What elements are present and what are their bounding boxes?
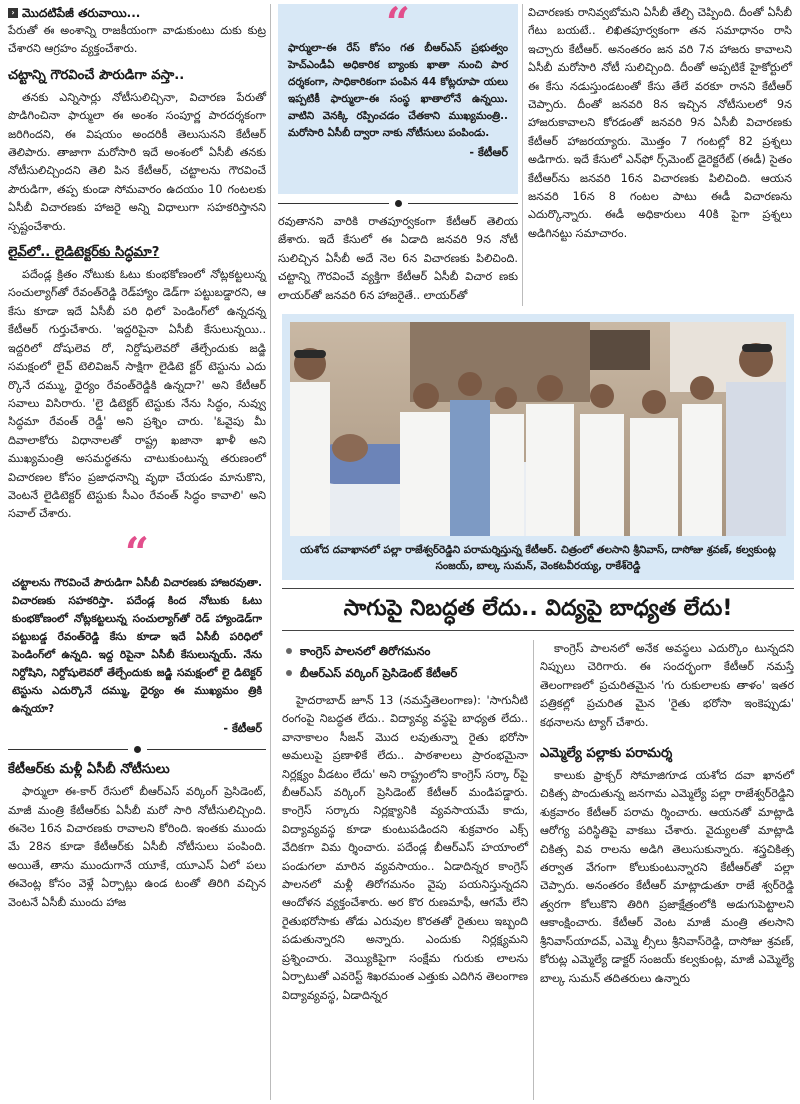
- story-column-2: [540, 640, 794, 990]
- paragraph-acb-notice: ఫార్ములా ఈ-కార్ రేసులో బీఆర్‌ఎస్ వర్కింగ్ ప్రెసిడెంట్, మాజీ మంత్రి కేటీఆర్‌కు ఏసీబీ మరో సారి నోటీసులిచ్చింది. ఈనెల 16న విచారణకు రావాలని కోరింది. ఇంతకు ముందు మే 28న కూడా కేటీఆర్‌కు ఏసీబీ నోటీసులు పంపింది. అయితే, తాను ముందుగానే యూకే, యూఎస్ ఏలో పలు ఈవెంట్ల కోసం వెళ్లే ఏర్పాట్లు ఉండ టంతో తిరిగి వచ్చిన వెంటనే ఏసీబీ ముందు హాజ: [8, 785, 266, 909]
- bullet-item: [282, 640, 528, 662]
- quote-mark-icon: “: [385, 0, 411, 47]
- bullet-text: కాంగ్రెస్ పాలనలో తిరోగమనం: [300, 644, 431, 658]
- photo-block: [282, 314, 794, 580]
- bullet-item: [282, 662, 528, 684]
- bullet-text: బీఆర్‌ఎస్ వర్కింగ్ ప్రెసిడెంట్ కేటీఆర్: [300, 666, 458, 680]
- column-rule: [533, 640, 534, 1100]
- quote-mark-icon: “: [124, 527, 150, 577]
- quote-signature: - కేటీఆర్: [223, 721, 262, 735]
- chevron-right-icon: ›: [8, 8, 18, 18]
- continuation-title: మొదటిపేజీ తరువాయి...: [22, 6, 141, 20]
- bullet-icon: [286, 648, 292, 654]
- story-paragraph-2: కాంగ్రెస్ పాలనలో అనేక అవస్థలు ఎదుర్కొం టున్నదని నిప్పులు చెరిగారు. ఈ సందర్భంగా కేటీఆర్ నమస్తే తెలంగాణలో ప్రచురితమైన 'గు రుకులాలకు తాళం' ఇతర పత్రికల్లో ప్రచురిత మైన 'రైతు భరోసా ఇంకెప్పుడు' కథనాలను ట్యాగ్ చేశారు.: [540, 642, 794, 729]
- headline-rule: [282, 588, 794, 589]
- right-column: [528, 4, 792, 245]
- story-paragraph-3: కాలుకు ఫ్రాక్చర్ సోమాజిగూడ యశోద దవా ఖానలో చికిత్స పొందుతున్న జనగామ ఎమ్మెల్యే పల్లా రాజేశ్వర్‌రెడ్డిని శుక్రవారం కేటీఆర్ పరామ ర్శించారు. ఆయనతో మాట్లాడి ఆరోగ్య పరిస్థితిపై వాకబు చేశారు. వైద్యులతో మాట్లాడి చికిత్స వివ రాలను అడిగి తెలుసుకున్నారు. శస్త్రచికిత్స తర్వాత వేగంగా కోలుకుంటున్నారని కేటీఆర్‌తో పల్లా చెప్పారు. అనంతరం కేటీఆర్ మాట్లాడుతూ రాజే శ్వర్‌రెడ్డి త్వరగా కోలుకొని తిరిగి ప్రజాక్షేత్రంలోకి అడుగుపెట్టాలని ఆకాంక్షించారు. కేటీఆర్ వెంట మాజీ మంత్రి తలసాని శ్రీనివాస్‌యాదవ్, ఎమ్మె ల్సీలు శ్రీనివాస్‌రెడ్డి, దాసోజు శ్రవణ్, కోరుట్ల ఎమ్మెల్యే డాక్టర్ సంజయ్ కల్వకుంట్ల, మాజీ ఎమ్మెల్యే బాల్క సుమన్ తదితరులు ఉన్నారు: [540, 769, 794, 985]
- quote-text: ఫార్ములా-ఈ రేస్ కోసం గత బీఆర్‌ఎస్ ప్రభుత్వం హెచ్ఎండీఏ అధికారిక బ్యాంకు ఖాతా నుంచి పార దర్శకంగా, సాధికారికంగా పంపిన 44 కోట్లరూపా యలు ఇప్పటికీ ఫార్ములా-ఈ సంస్థ ఖాతాలోనే ఉన్నయి. వాటిని వెనక్కి రప్పించడం చేతకాని ముఖ్యమంత్రి.. మరోసారి ఏసీబీ ద్వారా నాకు నోటీసులు పంపిండు.: [288, 42, 508, 139]
- subheading-acb-notice: కేటీఆర్‌కు మళ్లీ ఏసీబీ నోటీసులు: [8, 762, 170, 778]
- quote-text: చట్టాలను గౌరవించే పౌరుడిగా ఏసీబీ విచారణకు హాజరవుతా. విచారణకు సహకరిస్తా. పదేండ్ల కింద నోటుకు ఓటు కుంభకోణంలో నోట్లకట్టలున్న సంచుల్యాగ్‌తో రెడ్ హ్యాండెడ్‌గా పట్టుబడ్డ రేవంత్‌రెడ్డి కేసు కూడా ఇదే ఏసీబీ పరిధిలో పెండింగ్‌లో ఉన్నది. ఇద్ద రిపైనా ఏసీబీ కేసులున్నయ్. నేను నిర్దోషిని, నిర్దోషులెవరో తేల్చేందుకు జడ్జి సమక్షంలో లై డిటెక్టర్ టెస్టును ఎదుర్కొనే దమ్ము, ధైర్యం ఈ ముఖ్యమం త్రికి ఉన్నయా?: [12, 576, 262, 715]
- left-column: [8, 4, 266, 914]
- headline-rule: [282, 630, 794, 631]
- story-paragraph-1: హైదరాబాద్ జూన్ 13 (నమస్తేతెలంగాణ): 'సాగునీటి రంగంపై నిబద్ధత లేదు.. విద్యావ్య వస్థపై బాధ్యత లేదు.. వానాకాలం సీజన్ మొద లవుతున్నా రైతు భరోసా అమలుపై ప్రణాళికే లేదు.. పాఠశాలలు ప్రారంభమైనా నిర్లక్ష్యం వీడటం లేదు' అని రాష్ట్రంలోని కాంగ్రెస్ సర్కా ర్‌పై బీఆర్‌ఎస్ వర్కింగ్ ప్రెసిడెంట్ కేటీఆర్ మండిపడ్డారు. కాంగ్రెస్ సర్కారు నిర్లక్ష్యానికి వ్యవసాయమే కాదు, విద్యావ్యవస్థ కూడా కుంటుపడిందని శుక్రవారం ఎక్స్ వేదికగా విమ ర్శించారు. పదేండ్ల బీఆర్‌ఎస్ హయాంలో పండుగలా మారిన వ్యవసాయం.. ఏడాదిన్నర కాంగ్రెస్ పాలనలో మళ్లీ తిరోగమనం వైపు పయనిస్తున్నదని ఆందోళన వ్యక్తంచేశారు. అర కొర రుణమాఫీ, ఆగమే లేని రైతుభరోసాకు తోడు ఎరువుల కొరతతో రైతులు ఇబ్బంది పడుతున్నారని అన్నారు. ఎందుకు నిర్లక్ష్యమని ప్రశ్నించారు. వెయ్యికిపైగా సంక్షేమ గురుకు లాలను ఏర్పాటుతో ఎవరెస్ట్ శిఖరమంత ఎత్తుకు ఎదిగిన తెలంగాణ విద్యావ్యవస్థ, ఏడాదిన్నర: [282, 694, 528, 1002]
- section-divider: [8, 746, 266, 753]
- paragraph-lie-detector: పదేండ్ల క్రితం నోటుకు ఓటు కుంభకోణంలో నోట్లకట్టలున్న సంచుల్యాగ్‌తో రేవంత్‌రెడ్డి రెడ్‌హ్యాం డెడ్‌గా పట్టుబడ్డారని, ఆ కేసు కూడా ఇదే ఏసీబీ పరి ధిలో పెండింగ్‌లో ఉన్నదన్న కేటీఆర్ గుర్తుచేశారు. 'ఇద్దరిపైనా ఏసీబీ కేసులున్నయి.. ఇద్దరిలో దోషులెవ రో, నిర్దోషులెవరో తేల్చేందుకు జడ్జి సమక్షంలో లైవ్ టెలివిజన్ సాక్షిగా లైడిటె క్టర్ టెస్టును ఎదు ర్కొనే దమ్ము, ధైర్యం రేవంత్‌రెడ్డికి ఉన్నదా?' అని కేటీఆర్ సవాలు విసిరారు. 'లై డిటెక్టర్ టెస్టుకు నేను సిద్ధం, నువ్వు సిద్ధమా రేవంత్ రెడ్డీ' అని ప్రశ్నిం చారు. 'ఓవైపు మీ దివాలాకోరు విధానాలతో రాష్ట్ర ఖజానా ఖాళీ అని ముఖ్యమంత్రి అసమర్థతను చాటుకుంటున్న తరుణంలో విచారణల కోసం ప్రజాధనాన్ని వృథా చేయడం మానుకొని, వెంటనే లైడిటెక్టర్ టెస్టుకు సీఎం రేవంత్ సిద్ధం కావాలి' అని సవాల్ చేశారు.: [8, 268, 266, 521]
- subheading-respect-law: చట్టాన్ని గౌరవించే పౌరుడిగా వస్తా..: [8, 67, 185, 83]
- paragraph-continued: రవుతానని వారికి రాతపూర్వకంగా కేటీఆర్ తెలియ జేశారు. ఇదే కేసులో ఈ ఏడాది జనవరి 9న నోటీ సులిచ్చిన ఏసీబీ అదే నెల 6న విచారణకు పిలిచింది. చట్టాన్ని గౌరవించే వ్యక్తిగా కేటీఆర్ ఏసీబీ విచార ణకు లాయర్‌తో జనవరి 6న హాజరైతే.. లాయర్‌తో: [278, 215, 518, 302]
- paragraph-acb-hearing: విచారణకు రానివ్వబోమని ఏసీబీ తేల్చి చెప్పింది. దీంతో ఏసీబీ గేటు బయటే.. లిఖితపూర్వకంగా తన సమాధానం రాసి ఇచ్చారు కేటీఆర్. అనంతరం జన వరి 7న హాజరు కావాలని ఏసీబీ మరోసారి నోటీ సులిచ్చింది. దీంతో అప్పటికే హైకోర్టులో ఈ కేసు నడుస్తుండటంతో కేసు తేలే వరకూ రానని కేటీఆర్ చెప్పారు. దీంతో జనవరి 8న ఇచ్చిన నోటీసులలో 9న హాజరుకావాలని కోరడంతో జనవరి 9న ఏసీబీ విచారణకు కేటీఆర్ హాజరయ్యారు. మొత్తం 7 గంటల్లో 82 ప్రశ్నలు అడిగారు. ఇదే కేసులో ఎన్‌ఫో ర్స్‌మెంట్ డైరెక్టరేట్ (ఈడీ) సైతం కేటీఆర్‌ను జనవరి 16న విచారణకు పిలిచింది. ఆయన జనవరి 16న 8 గంటల పాటు ఈడీ విచారణను ఎదుర్కొన్నారు. ఈడీ అధికారులు 40కి పైగా ప్రశ్నలు అడిగినట్టు సమాచారం.: [528, 6, 792, 240]
- quote-signature: - కేటీఆర్: [469, 146, 508, 159]
- pull-quote-middle: [278, 0, 518, 194]
- photo-caption: యశోద దవాఖానలో పల్లా రాజేశ్వర్‌రెడ్డిని పరామర్శిస్తున్న కేటీఆర్. చిత్రంలో తలసాని శ్రీనివాస్, దాసోజు శ్రవణ్, కల్వకుంట్ల సంజయ్, బాల్క సుమన్, వెంకటవీరయ్య, రాకేశ్‌రెడ్డి: [300, 544, 776, 572]
- pull-quote-left: [8, 527, 266, 740]
- middle-column: [278, 0, 518, 307]
- bullet-icon: [286, 670, 292, 676]
- subheading-lie-detector: లైవ్‌లో.. లైడిటెక్టర్‌కు సిద్ధమా?: [8, 245, 160, 261]
- paragraph-notice-response: తనకు ఎన్నిసార్లు నోటీసులిచ్చినా, విచారణ పేరుతో పొడిగించినా ఫార్ములా ఈ అంశం సంపూర్ణ పారదర్శకంగా జరిగిందని, ఈ విషయం అందరికీ తెలుసునని కేటీఆర్ తెలిపారు. తాజాగా మరోసారి ఇదే అంశంలో ఏసీబీ తనకు నోటీసులిచ్చిందని తెలి పిన కేటీఆర్, చట్టాలను గౌరవించే పౌరుడిగా, తప్ప కుండా సోమవారం ఉదయం 10 గంటలకు ఏసీబీ విచారణకు హాజరై అన్ని విధాలుగా సహకరిస్తానని స్పష్టంచేశారు.: [8, 90, 266, 233]
- hospital-visit-photo: [290, 322, 786, 536]
- intro-paragraph: పేరుతో ఈ అంశాన్ని రాజకీయంగా వాడుకుంటు దుకు కుట్ర చేశారని ఆగ్రహం వ్యక్తంచేశారు.: [8, 24, 266, 56]
- column-rule: [522, 4, 523, 306]
- continuation-header: [8, 4, 266, 22]
- column-rule: [270, 4, 271, 1100]
- story-column-1: [282, 640, 528, 1007]
- section-divider: [278, 200, 518, 207]
- story-headline: సాగుపై నిబద్ధత లేదు.. విద్యపై బాధ్యత లేదు!: [343, 596, 733, 621]
- subheading-palla-visit: ఎమ్మెల్యే పల్లాకు పరామర్శ: [540, 746, 673, 762]
